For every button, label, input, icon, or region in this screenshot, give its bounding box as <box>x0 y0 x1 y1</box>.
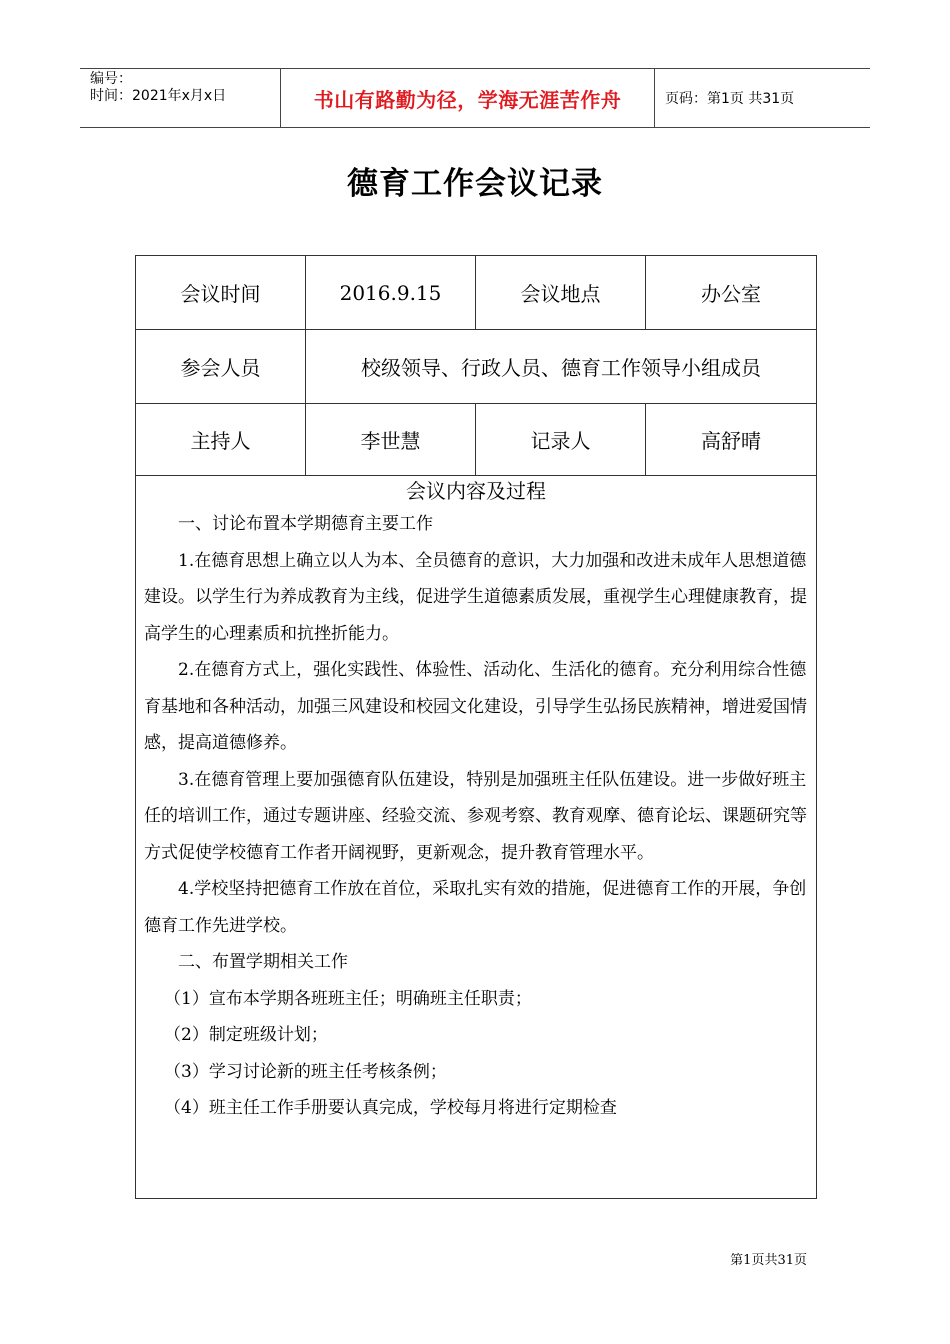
host-label: 主持人 <box>136 404 306 476</box>
meeting-place-label: 会议地点 <box>476 256 646 330</box>
content-paragraph-3: 3.在德育管理上要加强德育队伍建设，特别是加强班主任队伍建设。进一步做好班主任的培训工作，通过专题讲座、经验交流、参观考察、教育观摩、德育论坛、课题研究等方式促使学校德育工作者开阔视野，更新观念，提升教育管理水平。 <box>144 769 807 863</box>
meeting-record-table <box>135 255 817 1199</box>
document-title: 德育工作会议记录 <box>347 166 603 202</box>
attendees-value: 校级领导、行政人员、德育工作领导小组成员 <box>306 330 817 404</box>
content-paragraph-4: 4.学校坚持把德育工作放在首位，采取扎实有效的措施，促进德育工作的开展，争创德育工作先进学校。 <box>144 879 807 936</box>
recorder-label: 记录人 <box>476 404 646 476</box>
table-row <box>136 476 817 1199</box>
meeting-place-value: 办公室 <box>646 256 817 330</box>
content-heading-1: 一、讨论布置本学期德育主要工作 <box>178 514 433 534</box>
table-row <box>136 404 817 476</box>
time-label: 时间：2021年x月x日 <box>90 88 227 104</box>
header-page-info: 页码：第1页 共31页 <box>665 91 795 107</box>
host-value: 李世慧 <box>306 404 476 476</box>
table-row <box>136 330 817 404</box>
content-paragraph-1: 1.在德育思想上确立以人为本、全员德育的意识，大力加强和改进未成年人思想道德建设。以学生行为养成教育为主线，促进学生道德素质发展，重视学生心理健康教育，提高学生的心理素质和抗挫折能力。 <box>144 550 807 644</box>
list-item: （1）宣布本学期各班班主任；明确班主任职责； <box>164 988 532 1009</box>
content-section-title: 会议内容及过程 <box>406 479 546 503</box>
content-paragraph-2: 2.在德育方式上，强化实践性、体验性、活动化、生活化的德育。充分利用综合性德育基地和各种活动，加强三风建设和校园文化建设，引导学生弘扬民族精神，增进爱国情感，提高道德修养。 <box>144 660 807 753</box>
header-meta <box>80 69 281 127</box>
table-row <box>136 256 817 330</box>
content-heading-2: 二、布置学期相关工作 <box>178 952 348 972</box>
attendees-label: 参会人员 <box>136 330 306 404</box>
page-footer: 第1页共31页 <box>730 1253 807 1268</box>
recorder-value: 高舒晴 <box>646 404 817 476</box>
list-item: （2）制定班级计划； <box>164 1025 328 1045</box>
header-motto: 书山有路勤为径，学海无涯苦作舟 <box>281 69 655 127</box>
meeting-time-value: 2016.9.15 <box>306 256 476 330</box>
list-item: （3）学习讨论新的班主任考核条例； <box>164 1061 447 1082</box>
meeting-time-label: 会议时间 <box>136 256 306 330</box>
number-label: 编号： <box>90 71 132 87</box>
list-item: （4）班主任工作手册要认真完成，学校每月将进行定期检查 <box>164 1098 617 1118</box>
meeting-content-cell <box>136 476 817 1199</box>
page-header <box>80 68 870 128</box>
